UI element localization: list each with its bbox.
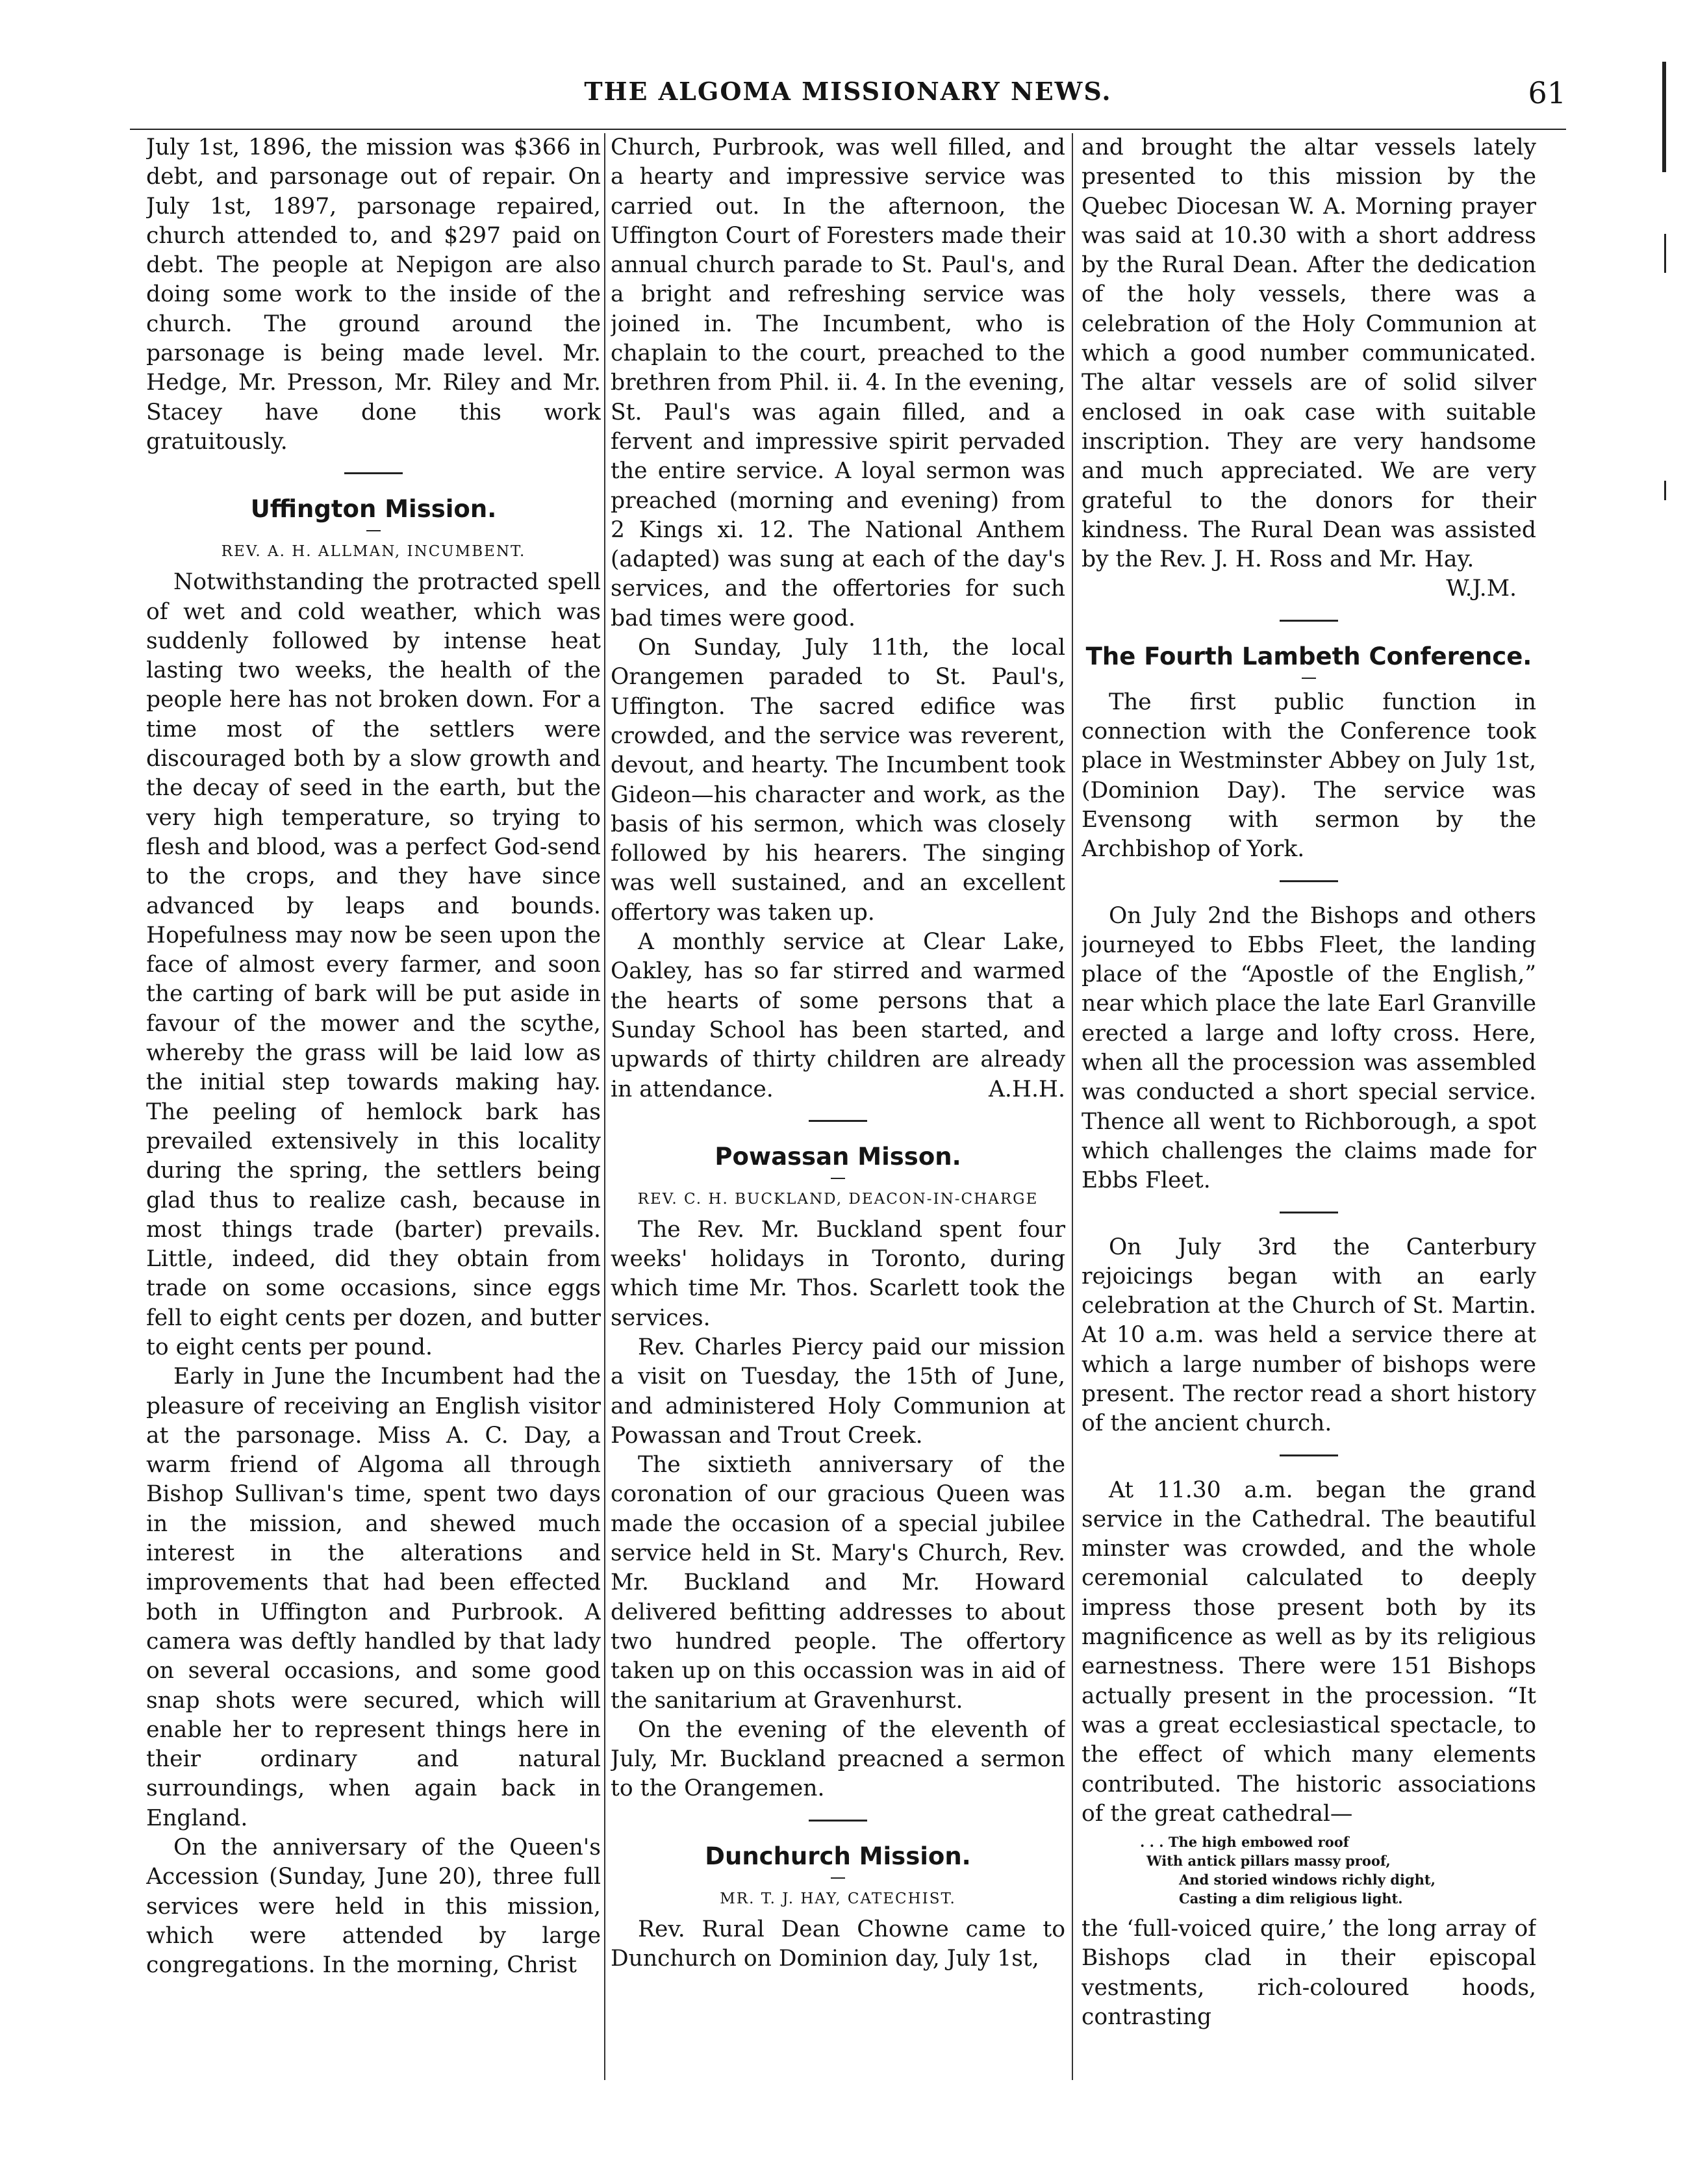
column-3	[1082, 133, 1536, 2074]
section-separator	[809, 1120, 867, 1122]
section-separator	[809, 1820, 867, 1822]
heading-dash	[366, 530, 381, 531]
paragraph: Early in June the Incumbent had the pleasure of receiving an English visitor at the parsonage. Miss A. C. Day, a warm friend of Algoma all through Bishop Sullivan's time, spent two days in the mission, and shewed much interest in the alterations and improvements that had been effected both in Uffington and Purbrook. A camera was deftly handled by that lady on several occasions, and some good snap shots were secured, which will enable her to represent things here in their ordinary and natural surroundings, when again back in England.	[146, 1364, 601, 1831]
paragraph: the ‘full-voiced quire,’ the long array of Bishops clad in their episcopal vestments, rich-coloured hoods, contrasting	[1082, 1916, 1536, 2031]
paragraph: The Rev. Mr. Buckland spent four weeks' holidays in Toronto, during which time Mr. Thos. Scarlett took the services.	[611, 1216, 1065, 1331]
paragraph: On July 2nd the Bishops and others journeyed to Ebbs Fleet, the landing place of the “Apostle of the English,” near which place the late Earl Granville erected a large and lofty cross. Here, when all the procession was assembled was conducted a short special service. Thence all went to Richborough, a spot which challenges the claims made for Ebbs Fleet.	[1082, 902, 1536, 1194]
header-rule	[130, 129, 1566, 130]
heading-dash	[831, 1877, 845, 1879]
paragraph: On the anniversary of the Queen's Accession (Sunday, June 20), three full services were held in this mission, which were attended by large congregations. In the morning, Christ	[146, 1835, 601, 1979]
verse-line: Casting a dim religious light.	[1179, 1890, 1403, 1907]
column-divider-2	[1072, 133, 1073, 2080]
paragraph: Church, Purbrook, was well filled, and a hearty and impressive service was carried out. In the afternoon, the Uffington Court of Foresters made their annual church parade to St. Paul's, and a bright and refreshing service was joined in. The Incumbent, who is chaplain to the court, preached to the brethren from Phil. ii. 4. In the evening, St. Paul's was again filled, and a fervent and impressive spirit pervaded the entire service. A loyal sermon was preached (morning and evening) from 2 Kings xi. 12. The National Anthem (adapted) was sung at each of the day's services, and the offertories for such bad times were good.	[611, 134, 1065, 631]
section-heading-lambeth: The Fourth Lambeth Conference.	[1085, 642, 1532, 670]
paragraph: On Sunday, July 11th, the local Orangemen paraded to St. Paul's, Uffington. The sacred edifice was crowded, and the service was reverent, devout, and hearty. The Incumbent took Gideon—his character and work, as the basis of his sermon, which was closely followed by his hearers. The singing was well sustained, and an excellent offertory was taken up.	[611, 635, 1065, 926]
paragraph: The first public function in connection with the Conference took place in Westminster Abbey on July 1st, (Dominion Day). The service was Evensong with sermon by the Archbishop of York.	[1082, 689, 1536, 863]
signature: A.H.H.	[989, 1076, 1065, 1102]
verse-line: With antick pillars massy proof,	[1146, 1853, 1391, 1870]
scan-edge-mark	[1664, 234, 1666, 273]
column-1	[146, 133, 601, 2074]
paragraph: Rev. Rural Dean Chowne came to Dunchurch on Dominion day, July 1st,	[611, 1916, 1065, 1972]
column-2	[611, 133, 1065, 2074]
section-separator	[1280, 1212, 1338, 1213]
byline: REV. A. H. ALLMAN, INCUMBENT.	[221, 543, 526, 561]
section-separator	[1280, 620, 1338, 622]
page-number: 61	[1528, 75, 1566, 110]
paragraph: Rev. Charles Piercy paid our mission a visit on Tuesday, the 15th of June, and administered Holy Communion at Powassan and Trout Creek.	[611, 1334, 1065, 1449]
paragraph: The sixtieth anniversary of the coronation of our gracious Queen was made the occasion of a special jubilee service held in St. Mary's Church, Rev. Mr. Buckland and Mr. Howard delivered befitting addresses to about two hundred people. The offertory taken up on this occassion was in aid of the sanitarium at Gravenhurst.	[611, 1452, 1065, 1714]
quoted-verse	[1082, 1833, 1536, 1908]
signature: W.J.M.	[1446, 576, 1517, 602]
section-separator	[1280, 1454, 1338, 1456]
section-heading-powassan: Powassan Misson.	[715, 1142, 961, 1171]
heading-dash	[831, 1178, 845, 1179]
section-separator	[1280, 880, 1338, 882]
paragraph	[611, 928, 1065, 1104]
paragraph-text: A monthly service at Clear Lake, Oakley, has so far stirred and warmed the hearts of some persons that a Sunday School has been started, and upwards of thirty children are already in attendance.	[611, 929, 1065, 1102]
paragraph: July 1st, 1896, the mission was $366 in debt, and parsonage out of repair. On July 1st, 1897, parsonage repaired, church attended to, and $297 paid on debt. The people at Nepigon are also doing some work to the inside of the church. The ground around the parsonage is being made level. Mr. Hedge, Mr. Presson, Mr. Riley and Mr. Stacey have done this work gratuitously.	[146, 134, 601, 455]
section-separator	[344, 472, 403, 474]
column-divider-1	[604, 133, 605, 2080]
running-title: THE ALGOMA MISSIONARY NEWS.	[584, 77, 1112, 106]
paragraph: and brought the altar vessels lately presented to this mission by the Quebec Diocesan W. A. Morning prayer was said at 10.30 with a short address by the Rural Dean. After the dedication of the holy vessels, there was a celebration of the Holy Communion at which a good number communicated. The altar vessels are of solid silver enclosed in oak case with suitable inscription. They are very handsome and much appreciated. We are very grateful to the donors for their kindness. The Rural Dean was assisted by the Rev. J. H. Ross and Mr. Hay.	[1082, 134, 1536, 573]
verse-line: . . . The high embowed roof	[1140, 1834, 1349, 1851]
verse-line: And storied windows richly dight,	[1179, 1872, 1436, 1888]
scan-edge-mark	[1662, 62, 1666, 172]
section-heading-uffington: Uffington Mission.	[250, 495, 497, 524]
byline: REV. C. H. BUCKLAND, DEACON-IN-CHARGE	[637, 1190, 1039, 1208]
section-heading-dunchurch: Dunchurch Mission.	[705, 1842, 971, 1870]
heading-dash	[1302, 678, 1316, 679]
paragraph: On the evening of the eleventh of July, Mr. Buckland preacned a sermon to the Orangemen.	[611, 1716, 1065, 1802]
paragraph: On July 3rd the Canterbury rejoicings began with an early celebration at the Church of St. Martin. At 10 a.m. was held a service there at which a large number of bishops were present. The rector read a short history of the ancient church.	[1082, 1234, 1536, 1437]
scan-edge-mark	[1664, 481, 1666, 500]
byline: MR. T. J. HAY, CATECHIST.	[720, 1890, 956, 1907]
page-header	[130, 77, 1566, 122]
paragraph: At 11.30 a.m. began the grand service in the Cathedral. The beautiful minster was crowded, and the whole ceremonial calculated to deeply impress those present both by its magnificence as well as by its religious earnestness. There were 151 Bishops actually present in the procession. “It was a great ecclesiastical spectacle, to the effect of which many elements contributed. The historic associations of the great cathedral—	[1082, 1477, 1536, 1827]
paragraph: Notwithstanding the protracted spell of wet and cold weather, which was suddenly followed by intense heat lasting two weeks, the health of the people here has not broken down. For a time most of the settlers were discouraged both by a slow growth and the decay of seed in the earth, but the very high temperature, so trying to flesh and blood, was a perfect God-send to the crops, and they have since advanced by leaps and bounds. Hopefulness may now be seen upon the face of almost every farmer, and soon the carting of bark will be put aside in favour of the mower and the scythe, whereby the grass will be laid low as the initial step towards making hay. The peeling of hemlock bark has prevailed extensively in this locality during the spring, the settlers being glad thus to realize cash, because in most things trade (barter) prevails. Little, indeed, did they obtain from trade on some occasions, since eggs fell to eight cents per dozen, and butter to eight cents per pound.	[146, 569, 601, 1360]
